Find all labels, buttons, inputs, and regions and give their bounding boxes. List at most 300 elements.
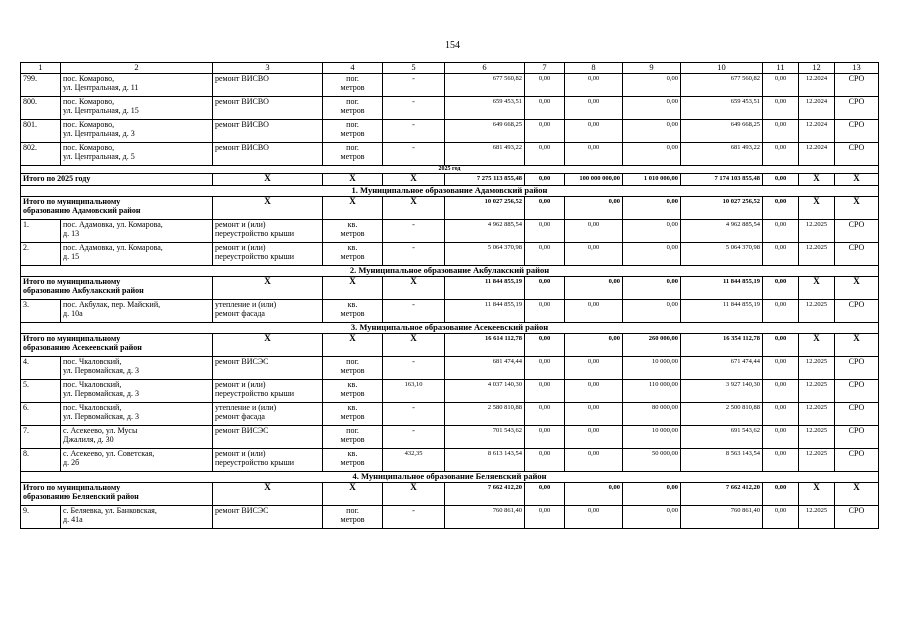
cell-c5: - bbox=[383, 74, 445, 97]
cell-line: переустройство крыши bbox=[215, 389, 295, 398]
total-row bbox=[21, 334, 879, 357]
section-title: 1. Муниципальное образование Адамовский район bbox=[21, 186, 879, 197]
total-row bbox=[21, 197, 879, 220]
cell-c6: 649 668,25 bbox=[445, 120, 525, 143]
cell-c10: 11 844 855,19 bbox=[681, 300, 763, 323]
cell-c6: 7 662 412,20 bbox=[445, 483, 525, 506]
cell-line: пос. Чкаловский, bbox=[63, 357, 122, 366]
cell-c7: 0,00 bbox=[525, 506, 565, 529]
cell-line: с. Беляевка, ул. Банковская, bbox=[63, 506, 157, 515]
column-number: 6 bbox=[445, 63, 525, 74]
cell-c13: СРО bbox=[835, 357, 879, 380]
unit-cell bbox=[323, 220, 383, 243]
unit-cell bbox=[323, 74, 383, 97]
cell-c11: 0,00 bbox=[763, 300, 799, 323]
cell-c9: 0,00 bbox=[623, 300, 681, 323]
cell-line: пог. bbox=[346, 143, 359, 152]
cell-c10: 5 064 370,98 bbox=[681, 243, 763, 266]
cell-c7: 0,00 bbox=[525, 357, 565, 380]
cell-c7: 0,00 bbox=[525, 197, 565, 220]
cell-line: кв. bbox=[347, 449, 358, 458]
section-row bbox=[21, 472, 879, 483]
cell-line: ремонт ВИСВО bbox=[215, 97, 269, 106]
cell-c8: 0,00 bbox=[565, 403, 623, 426]
unit-cell bbox=[323, 97, 383, 120]
cell-c9: 0,00 bbox=[623, 197, 681, 220]
cell-c8: 0,00 bbox=[565, 197, 623, 220]
cell-line: метров bbox=[340, 309, 365, 318]
table-body bbox=[21, 63, 879, 529]
cell-c11: 0,00 bbox=[763, 449, 799, 472]
cell-line: метров bbox=[340, 83, 365, 92]
cell-c8: 0,00 bbox=[565, 506, 623, 529]
cell-c9: 0,00 bbox=[623, 74, 681, 97]
column-number: 2 bbox=[61, 63, 213, 74]
column-number: 12 bbox=[799, 63, 835, 74]
cell-c7: 0,00 bbox=[525, 426, 565, 449]
cell-c6: 11 844 855,19 bbox=[445, 277, 525, 300]
cell-c12: Х bbox=[799, 174, 835, 186]
section-title: 2. Муниципальное образование Акбулакский район bbox=[21, 266, 879, 277]
unit-cell bbox=[323, 357, 383, 380]
table-row bbox=[21, 143, 879, 166]
work-type-cell bbox=[213, 449, 323, 472]
cell-c5: - bbox=[383, 143, 445, 166]
column-number: 13 bbox=[835, 63, 879, 74]
cell-c12: 12.2024 bbox=[799, 120, 835, 143]
cell-line: д. 2б bbox=[63, 458, 80, 467]
address-cell bbox=[61, 120, 213, 143]
cell-line: ул. Первомайская, д. 3 bbox=[63, 412, 139, 421]
total-row bbox=[21, 174, 879, 186]
cell-line: метров bbox=[340, 229, 365, 238]
column-number-row bbox=[21, 63, 879, 74]
table-row bbox=[21, 74, 879, 97]
cell-c11: 0,00 bbox=[763, 426, 799, 449]
row-number: 801. bbox=[21, 120, 61, 143]
cell-c7: 0,00 bbox=[525, 220, 565, 243]
cell-c11: 0,00 bbox=[763, 506, 799, 529]
cell-c7: 0,00 bbox=[525, 74, 565, 97]
cell-c12: 12.2025 bbox=[799, 449, 835, 472]
cell-line: ремонт ВИСЭС bbox=[215, 357, 269, 366]
table-row bbox=[21, 300, 879, 323]
cell-line: пог. bbox=[346, 97, 359, 106]
cell-line: метров bbox=[340, 252, 365, 261]
cell-line: метров bbox=[340, 106, 365, 115]
cell-c8: 0,00 bbox=[565, 97, 623, 120]
cell-line: пог. bbox=[346, 426, 359, 435]
cell-c6: 11 844 855,19 bbox=[445, 300, 525, 323]
table-row bbox=[21, 403, 879, 426]
cell-c12: Х bbox=[799, 483, 835, 506]
cell-c10: 681 493,22 bbox=[681, 143, 763, 166]
section-row bbox=[21, 323, 879, 334]
cell-c4: Х bbox=[323, 174, 383, 186]
cell-c5: - bbox=[383, 243, 445, 266]
cell-c5: Х bbox=[383, 197, 445, 220]
cell-c5: Х bbox=[383, 334, 445, 357]
address-cell bbox=[61, 97, 213, 120]
cell-line: ул. Центральная, д. 3 bbox=[63, 129, 135, 138]
unit-cell bbox=[323, 426, 383, 449]
cell-c10: 3 927 140,30 bbox=[681, 380, 763, 403]
cell-c10: 659 453,51 bbox=[681, 97, 763, 120]
cell-line: переустройство крыши bbox=[215, 458, 295, 467]
cell-c8: 0,00 bbox=[565, 220, 623, 243]
cell-c7: 0,00 bbox=[525, 120, 565, 143]
cell-line: ремонт и (или) bbox=[215, 220, 266, 229]
cell-line: метров bbox=[340, 366, 365, 375]
total-label: Итого по 2025 году bbox=[21, 174, 213, 186]
cell-c6: 8 613 143,54 bbox=[445, 449, 525, 472]
unit-cell bbox=[323, 403, 383, 426]
cell-c13: СРО bbox=[835, 403, 879, 426]
row-number: 7. bbox=[21, 426, 61, 449]
cell-c13: СРО bbox=[835, 97, 879, 120]
column-number: 1 bbox=[21, 63, 61, 74]
work-type-cell bbox=[213, 380, 323, 403]
unit-cell bbox=[323, 143, 383, 166]
cell-line: переустройство крыши bbox=[215, 252, 295, 261]
cell-c3: Х bbox=[213, 483, 323, 506]
cell-c6: 7 275 113 855,48 bbox=[445, 174, 525, 186]
cell-c8: 0,00 bbox=[565, 380, 623, 403]
unit-cell bbox=[323, 380, 383, 403]
cell-c9: 0,00 bbox=[623, 483, 681, 506]
cell-c13: СРО bbox=[835, 449, 879, 472]
cell-line: пос. Комарово, bbox=[63, 97, 115, 106]
cell-line: пос. Комарово, bbox=[63, 120, 115, 129]
cell-c5: - bbox=[383, 357, 445, 380]
cell-line: с. Асекеево, ул. Советская, bbox=[63, 449, 155, 458]
row-number: 5. bbox=[21, 380, 61, 403]
cell-c7: 0,00 bbox=[525, 380, 565, 403]
cell-line: пос. Комарово, bbox=[63, 143, 115, 152]
cell-line: пог. bbox=[346, 74, 359, 83]
cell-c12: 12.2025 bbox=[799, 506, 835, 529]
cell-c10: 649 668,25 bbox=[681, 120, 763, 143]
table-row bbox=[21, 220, 879, 243]
cell-c9: 1 010 000,00 bbox=[623, 174, 681, 186]
cell-line: ремонт ВИСВО bbox=[215, 74, 269, 83]
cell-c3: Х bbox=[213, 174, 323, 186]
cell-c10: 691 543,62 bbox=[681, 426, 763, 449]
cell-c6: 4 962 885,54 bbox=[445, 220, 525, 243]
row-number: 800. bbox=[21, 97, 61, 120]
address-cell bbox=[61, 74, 213, 97]
cell-line: д. 10а bbox=[63, 309, 83, 318]
cell-line: пос. Акбулак, пер. Майский, bbox=[63, 300, 161, 309]
cell-c8: 0,00 bbox=[565, 426, 623, 449]
cell-line: д. 15 bbox=[63, 252, 80, 261]
cell-line: Итого по муниципальному bbox=[23, 277, 121, 286]
section-row bbox=[21, 186, 879, 197]
column-number: 7 bbox=[525, 63, 565, 74]
cell-c8: 0,00 bbox=[565, 243, 623, 266]
cell-c9: 0,00 bbox=[623, 120, 681, 143]
cell-c5: - bbox=[383, 403, 445, 426]
cell-c8: 0,00 bbox=[565, 449, 623, 472]
cell-line: пос. Комарово, bbox=[63, 74, 115, 83]
cell-line: Джалиля, д. 30 bbox=[63, 435, 114, 444]
cell-c5: Х bbox=[383, 174, 445, 186]
cell-c7: 0,00 bbox=[525, 277, 565, 300]
cell-line: ремонт фасада bbox=[215, 309, 265, 318]
cell-line: метров bbox=[340, 412, 365, 421]
work-type-cell bbox=[213, 357, 323, 380]
cell-line: ремонт ВИСВО bbox=[215, 120, 269, 129]
cell-c5: - bbox=[383, 506, 445, 529]
column-number: 9 bbox=[623, 63, 681, 74]
address-cell bbox=[61, 300, 213, 323]
address-cell bbox=[61, 506, 213, 529]
total-row bbox=[21, 483, 879, 506]
cell-line: д. 41а bbox=[63, 515, 83, 524]
cell-line: ремонт и (или) bbox=[215, 449, 266, 458]
cell-line: с. Асекеево, ул. Мусы bbox=[63, 426, 138, 435]
cell-c9: 0,00 bbox=[623, 277, 681, 300]
cell-c8: 0,00 bbox=[565, 74, 623, 97]
cell-c9: 260 000,00 bbox=[623, 334, 681, 357]
cell-c4: Х bbox=[323, 334, 383, 357]
cell-c13: Х bbox=[835, 197, 879, 220]
cell-c11: 0,00 bbox=[763, 243, 799, 266]
cell-c7: 0,00 bbox=[525, 143, 565, 166]
total-row bbox=[21, 277, 879, 300]
column-number: 5 bbox=[383, 63, 445, 74]
cell-c13: СРО bbox=[835, 243, 879, 266]
cell-c5: - bbox=[383, 120, 445, 143]
cell-line: ремонт фасада bbox=[215, 412, 265, 421]
table-row bbox=[21, 97, 879, 120]
cell-line: метров bbox=[340, 435, 365, 444]
cell-c4: Х bbox=[323, 197, 383, 220]
cell-c7: 0,00 bbox=[525, 300, 565, 323]
row-number: 802. bbox=[21, 143, 61, 166]
work-type-cell bbox=[213, 120, 323, 143]
cell-c7: 0,00 bbox=[525, 334, 565, 357]
cell-c10: 11 844 855,19 bbox=[681, 277, 763, 300]
cell-c11: 0,00 bbox=[763, 74, 799, 97]
cell-c8: 0,00 bbox=[565, 277, 623, 300]
cell-line: ремонт и (или) bbox=[215, 380, 266, 389]
cell-line: пос. Адамовка, ул. Комарова, bbox=[63, 243, 163, 252]
program-table bbox=[20, 62, 879, 529]
year-label: 2025 год bbox=[21, 166, 879, 174]
table-row bbox=[21, 449, 879, 472]
cell-line: метров bbox=[340, 389, 365, 398]
section-title: 3. Муниципальное образование Асекеевский район bbox=[21, 323, 879, 334]
cell-c7: 0,00 bbox=[525, 483, 565, 506]
cell-c10: 4 962 885,54 bbox=[681, 220, 763, 243]
cell-c5: - bbox=[383, 220, 445, 243]
cell-c11: 0,00 bbox=[763, 120, 799, 143]
cell-c8: 0,00 bbox=[565, 334, 623, 357]
page-number: 154 bbox=[445, 40, 460, 51]
cell-c8: 100 000 000,00 bbox=[565, 174, 623, 186]
cell-line: образованию Адамовский район bbox=[23, 206, 141, 215]
cell-line: д. 13 bbox=[63, 229, 80, 238]
address-cell bbox=[61, 426, 213, 449]
cell-line: образованию Асекеевский район bbox=[23, 343, 142, 352]
cell-line: утепление и (или) bbox=[215, 300, 277, 309]
cell-line: кв. bbox=[347, 380, 358, 389]
cell-line: кв. bbox=[347, 220, 358, 229]
address-cell bbox=[61, 449, 213, 472]
cell-c11: 0,00 bbox=[763, 143, 799, 166]
cell-c12: 12.2024 bbox=[799, 74, 835, 97]
cell-c13: Х bbox=[835, 174, 879, 186]
cell-c6: 681 493,22 bbox=[445, 143, 525, 166]
table-row bbox=[21, 426, 879, 449]
cell-c9: 10 000,00 bbox=[623, 426, 681, 449]
cell-c11: 0,00 bbox=[763, 380, 799, 403]
cell-c7: 0,00 bbox=[525, 243, 565, 266]
cell-line: ул. Первомайская, д. 3 bbox=[63, 366, 139, 375]
cell-line: метров bbox=[340, 129, 365, 138]
cell-c4: Х bbox=[323, 483, 383, 506]
cell-c10: 760 861,40 bbox=[681, 506, 763, 529]
cell-line: метров bbox=[340, 515, 365, 524]
section-row bbox=[21, 266, 879, 277]
cell-c9: 10 000,00 bbox=[623, 357, 681, 380]
work-type-cell bbox=[213, 426, 323, 449]
work-type-cell bbox=[213, 506, 323, 529]
total-label bbox=[21, 334, 213, 357]
cell-c13: СРО bbox=[835, 143, 879, 166]
cell-c12: 12.2024 bbox=[799, 97, 835, 120]
cell-c8: 0,00 bbox=[565, 300, 623, 323]
cell-line: пос. Чкаловский, bbox=[63, 380, 122, 389]
cell-c11: 0,00 bbox=[763, 277, 799, 300]
row-number: 799. bbox=[21, 74, 61, 97]
cell-line: образованию Акбулакский район bbox=[23, 286, 144, 295]
cell-line: ул. Центральная, д. 5 bbox=[63, 152, 135, 161]
cell-line: ремонт ВИСЭС bbox=[215, 426, 269, 435]
cell-line: ремонт ВИСЭС bbox=[215, 506, 269, 515]
cell-c12: 12.2025 bbox=[799, 220, 835, 243]
cell-c3: Х bbox=[213, 334, 323, 357]
table-row bbox=[21, 120, 879, 143]
unit-cell bbox=[323, 300, 383, 323]
table-row bbox=[21, 380, 879, 403]
cell-line: пог. bbox=[346, 357, 359, 366]
cell-c6: 2 580 810,88 bbox=[445, 403, 525, 426]
cell-c12: Х bbox=[799, 197, 835, 220]
cell-c7: 0,00 bbox=[525, 97, 565, 120]
cell-c9: 0,00 bbox=[623, 220, 681, 243]
cell-c12: 12.2025 bbox=[799, 380, 835, 403]
total-label bbox=[21, 483, 213, 506]
cell-c10: 677 560,82 bbox=[681, 74, 763, 97]
cell-c6: 701 543,62 bbox=[445, 426, 525, 449]
cell-line: пос. Адамовка, ул. Комарова, bbox=[63, 220, 163, 229]
cell-c11: 0,00 bbox=[763, 483, 799, 506]
cell-line: пог. bbox=[346, 120, 359, 129]
cell-c13: Х bbox=[835, 483, 879, 506]
cell-line: образованию Беляевский район bbox=[23, 492, 139, 501]
cell-c13: Х bbox=[835, 277, 879, 300]
cell-c5: Х bbox=[383, 277, 445, 300]
address-cell bbox=[61, 403, 213, 426]
cell-c12: Х bbox=[799, 277, 835, 300]
row-number: 1. bbox=[21, 220, 61, 243]
work-type-cell bbox=[213, 300, 323, 323]
cell-c9: 110 000,00 bbox=[623, 380, 681, 403]
cell-c5: - bbox=[383, 426, 445, 449]
cell-c10: 7 662 412,20 bbox=[681, 483, 763, 506]
cell-c12: Х bbox=[799, 334, 835, 357]
cell-c12: 12.2025 bbox=[799, 243, 835, 266]
address-cell bbox=[61, 243, 213, 266]
row-number: 2. bbox=[21, 243, 61, 266]
section-title: 4. Муниципальное образование Беляевский район bbox=[21, 472, 879, 483]
cell-line: утепление и (или) bbox=[215, 403, 277, 412]
table-row bbox=[21, 506, 879, 529]
cell-c9: 0,00 bbox=[623, 506, 681, 529]
cell-line: ремонт ВИСВО bbox=[215, 143, 269, 152]
cell-c11: 0,00 bbox=[763, 197, 799, 220]
total-label bbox=[21, 277, 213, 300]
cell-c12: 12.2024 bbox=[799, 143, 835, 166]
cell-c13: СРО bbox=[835, 120, 879, 143]
cell-c9: 80 000,00 bbox=[623, 403, 681, 426]
cell-c6: 10 027 256,52 bbox=[445, 197, 525, 220]
row-number: 4. bbox=[21, 357, 61, 380]
row-number: 6. bbox=[21, 403, 61, 426]
cell-c8: 0,00 bbox=[565, 143, 623, 166]
cell-c11: 0,00 bbox=[763, 220, 799, 243]
total-label bbox=[21, 197, 213, 220]
cell-c7: 0,00 bbox=[525, 449, 565, 472]
cell-c11: 0,00 bbox=[763, 97, 799, 120]
work-type-cell bbox=[213, 403, 323, 426]
cell-c11: 0,00 bbox=[763, 334, 799, 357]
unit-cell bbox=[323, 243, 383, 266]
cell-c6: 4 037 140,30 bbox=[445, 380, 525, 403]
year-row bbox=[21, 166, 879, 174]
cell-line: Итого по муниципальному bbox=[23, 334, 121, 343]
cell-c9: 0,00 bbox=[623, 97, 681, 120]
cell-c5: - bbox=[383, 300, 445, 323]
cell-c3: Х bbox=[213, 277, 323, 300]
column-number: 11 bbox=[763, 63, 799, 74]
unit-cell bbox=[323, 449, 383, 472]
cell-c5: 432,35 bbox=[383, 449, 445, 472]
cell-line: метров bbox=[340, 152, 365, 161]
cell-c13: СРО bbox=[835, 380, 879, 403]
work-type-cell bbox=[213, 243, 323, 266]
cell-line: ул. Первомайская, д. 3 bbox=[63, 389, 139, 398]
column-number: 4 bbox=[323, 63, 383, 74]
cell-c3: Х bbox=[213, 197, 323, 220]
cell-c11: 0,00 bbox=[763, 357, 799, 380]
unit-cell bbox=[323, 506, 383, 529]
work-type-cell bbox=[213, 74, 323, 97]
table-row bbox=[21, 243, 879, 266]
address-cell bbox=[61, 143, 213, 166]
row-number: 8. bbox=[21, 449, 61, 472]
table-row bbox=[21, 357, 879, 380]
cell-c10: 16 354 112,78 bbox=[681, 334, 763, 357]
column-number: 3 bbox=[213, 63, 323, 74]
cell-c10: 2 500 810,88 bbox=[681, 403, 763, 426]
cell-c13: Х bbox=[835, 334, 879, 357]
work-type-cell bbox=[213, 220, 323, 243]
cell-c13: СРО bbox=[835, 506, 879, 529]
cell-c11: 0,00 bbox=[763, 174, 799, 186]
